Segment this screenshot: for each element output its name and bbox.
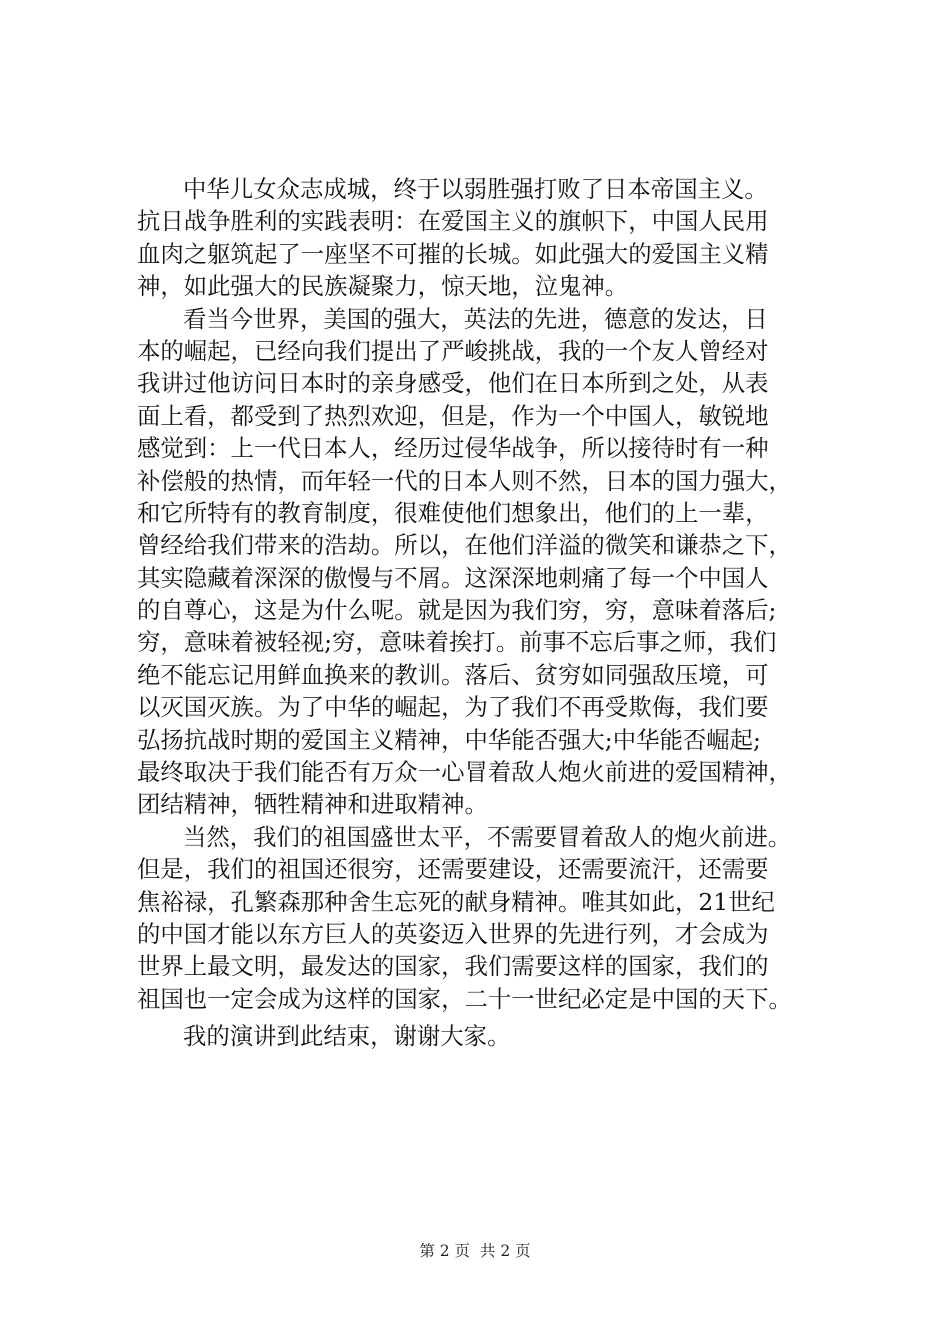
page-number: 第 2 页 共 2 页 [419,1242,531,1260]
text-line: 和它所特有的教育制度，很难使他们想象出，他们的上一辈， [137,498,769,527]
paragraph-3 [137,821,837,1015]
text-line: 的自尊心，这是为什么呢。就是因为我们穷，穷，意味着落后; [137,596,777,625]
text-line: 血肉之躯筑起了一座坚不可摧的长城。如此强大的爱国主义精 [137,239,769,268]
text-line: 穷，意味着被轻视;穷，意味着挨打。前事不忘后事之师，我们 [137,628,777,657]
text-line: 曾经给我们带来的浩劫。所以，在他们洋溢的微笑和谦恭之下， [137,531,792,560]
text-line: 团结精神，牺牲精神和进取精神。 [137,790,488,819]
paragraph-2 [137,303,837,821]
text-line: 弘扬抗战时期的爱国主义精神，中华能否强大;中华能否崛起; [137,725,761,754]
text-line: 当然，我们的祖国盛世太平，不需要冒着敌人的炮火前进。 [183,822,792,851]
paragraph-1 [137,173,837,303]
text-line: 世界上最文明，最发达的国家，我们需要这样的国家，我们的 [137,952,769,981]
closing-remark: 我的演讲到此结束，谢谢大家。 [183,1022,511,1050]
text-line: 补偿般的热情，而年轻一代的日本人则不然，日本的国力强大， [137,466,792,495]
text-line: 的中国才能以东方巨人的英姿迈入世界的先进行列，才会成为 [137,919,769,948]
text-line: 其实隐藏着深深的傲慢与不屑。这深深地刺痛了每一个中国人 [137,563,769,592]
text-line: 中华儿女众志成城，终于以弱胜强打败了日本帝国主义。 [183,175,768,203]
text-line: 看当今世界，美国的强大，英法的先进，德意的发达，日 [183,304,768,333]
text-line: 但是，我们的祖国还很穷，还需要建设，还需要流汗，还需要 [137,855,769,884]
text-line: 感觉到：上一代日本人，经历过侵华战争，所以接待时有一种 [137,434,769,463]
text-line: 祖国也一定会成为这样的国家，二十一世纪必定是中国的天下。 [137,984,792,1013]
text-line: 我讲过他访问日本时的亲身感受，他们在日本所到之处，从表 [137,369,769,398]
text-line: 以灭国灭族。为了中华的崛起，为了我们不再受欺侮，我们要 [137,693,769,722]
text-line: 焦裕禄，孔繁森那种舍生忘死的献身精神。唯其如此，21世纪 [137,887,775,916]
text-line: 面上看，都受到了热烈欢迎，但是，作为一个中国人，敏锐地 [137,401,769,430]
text-line: 神，如此强大的民族凝聚力，惊天地，泣鬼神。 [137,272,629,301]
speech-body [137,173,837,1015]
text-line: 本的崛起，已经向我们提出了严峻挑战，我的一个友人曾经对 [137,336,769,365]
text-line: 最终取决于我们能否有万众一心冒着敌人炮火前进的爱国精神， [137,758,792,787]
text-line: 抗日战争胜利的实践表明：在爱国主义的旗帜下，中国人民用 [137,207,769,236]
text-line: 绝不能忘记用鲜血换来的教训。落后、贫穷如同强敌压境，可 [137,660,769,689]
